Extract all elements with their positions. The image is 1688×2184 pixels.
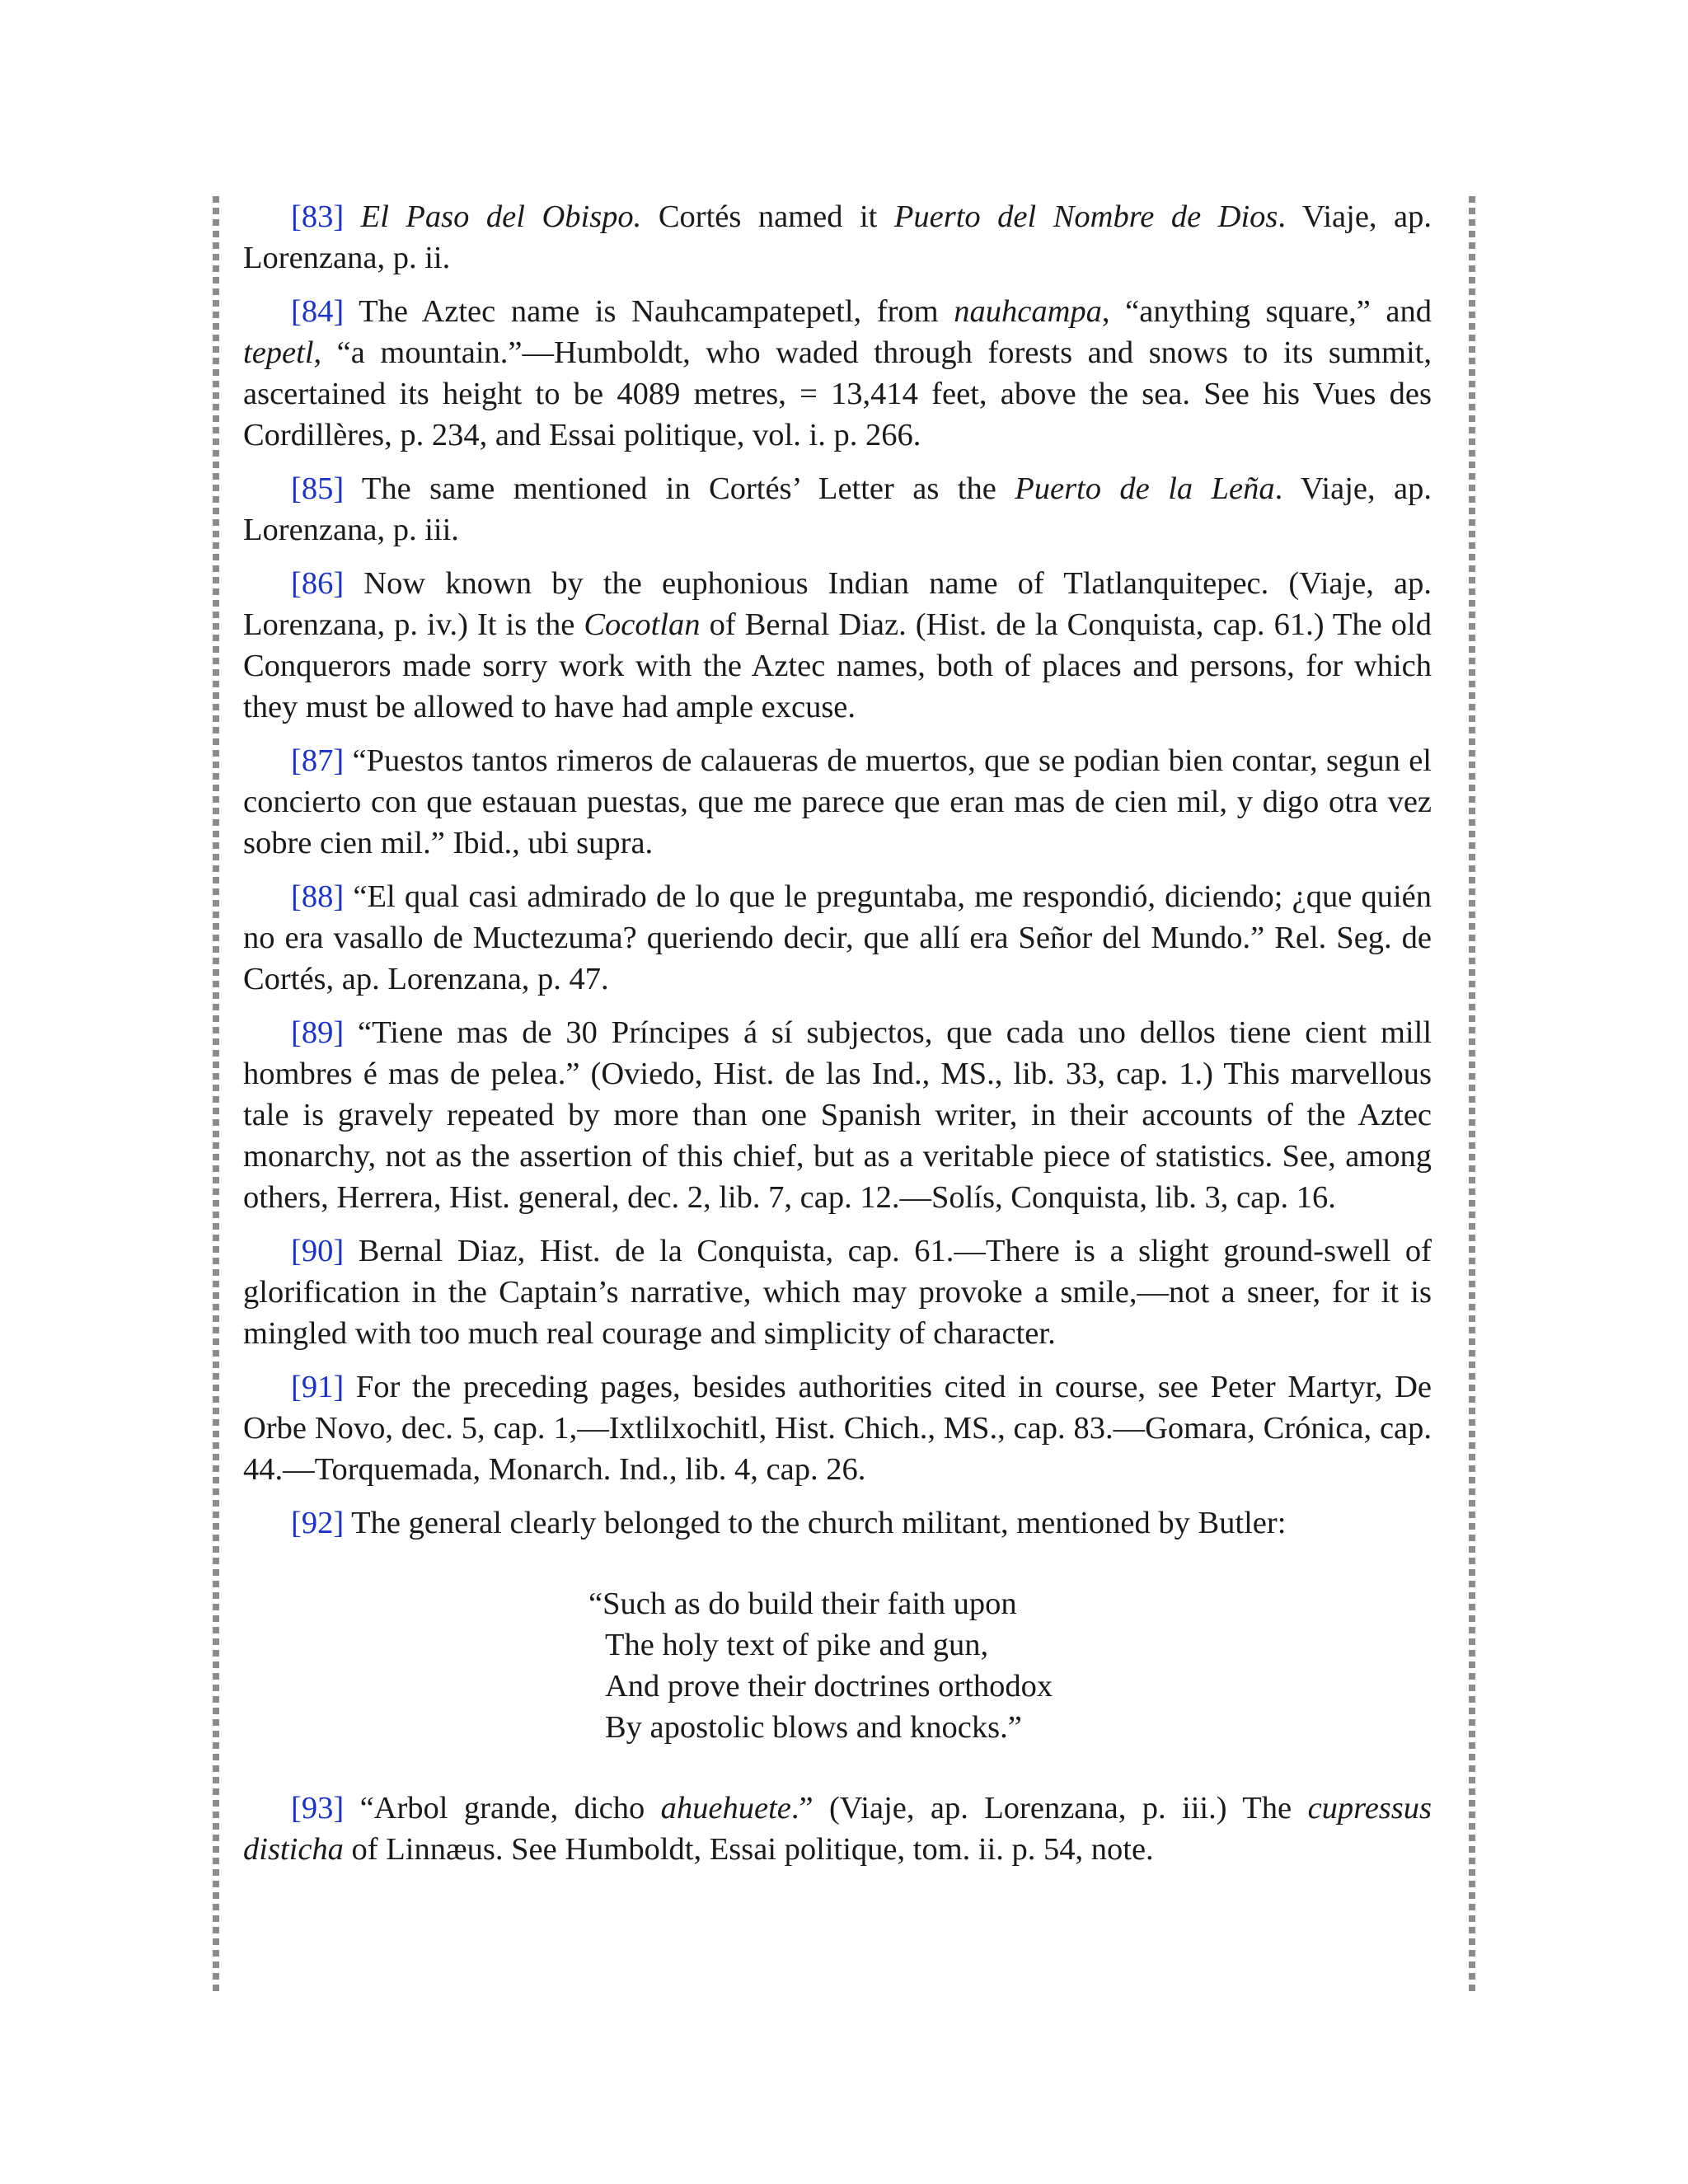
footnote <box>243 196 1432 279</box>
footnote-list <box>243 196 1432 1544</box>
footnote <box>243 563 1432 728</box>
footnote-text: , “anything square,” and <box>1101 294 1432 329</box>
footnote <box>243 1502 1432 1544</box>
footnote-italic-text: cupressus disticha <box>243 1791 1432 1867</box>
footnote-ref-link[interactable]: [91] <box>291 1370 345 1404</box>
footnote-text: , “a mountain.”—Humboldt, who waded through forests and snows to its summit, ascertained its height to be 4089 metres, = 13,414 feet, above the sea. See his Vues des Cordillères, p. 234, and Essai politique, vol. i. p. 266. <box>243 335 1432 452</box>
footnote-text: Bernal Diaz, Hist. de la Conquista, cap. 61.—There is a slight ground-swell of glorification in the Captain’s narrative, which may provoke a smile,—not a sneer, for it is mingled with too much real courage and simplicity of character. <box>243 1234 1432 1351</box>
verse-quotation <box>243 1583 1432 1748</box>
footnote <box>243 291 1432 456</box>
footnote-text: .” (Viaje, ap. Lorenzana, p. iii.) The <box>790 1791 1308 1825</box>
footnotes-content <box>243 196 1432 1882</box>
right-dotted-border <box>1469 196 1475 1993</box>
footnote <box>243 1788 1432 1870</box>
footnote-ref-link[interactable]: [90] <box>291 1234 345 1268</box>
footnote-text: “Tiene mas de 30 Príncipes á sí subjectos, que cada uno dellos tiene cient mill hombres é mas de pelea.” (Oviedo, Hist. de las Ind., MS., lib. 33, cap. 1.) This marvellous tale is gravely repeated by more than one Spanish writer, in their accounts of the Aztec monarchy, not as the assertion of this chief, but as a veritable piece of statistics. See, among others, Herrera, Hist. general, dec. 2, lib. 7, cap. 12.—Solís, Conquista, lib. 3, cap. 16. <box>243 1015 1432 1215</box>
footnote-italic-text: Cocotlan <box>584 607 701 642</box>
footnote-text: Now known by the euphonious Indian name of Tlatlanquitepec. (Viaje, ap. Lorenzana, p. iv.) It is the <box>243 566 1432 642</box>
footnote-list-end <box>243 1788 1432 1870</box>
footnote-ref-link[interactable]: [86] <box>291 566 345 601</box>
left-dotted-border <box>213 196 219 1993</box>
footnote <box>243 740 1432 864</box>
verse-line: And prove their doctrines orthodox <box>605 1669 1053 1704</box>
footnote-text: “Puestos tantos rimeros de calaueras de muertos, que se podian bien contar, segun el concierto con que estauan puestas, que me parece que eran mas de cien mil, y digo otra vez sobre cien mil.” Ibid., ubi supra. <box>243 743 1432 860</box>
footnote-text: The same mentioned in Cortés’ Letter as the <box>361 471 1015 506</box>
footnote-italic-text: Puerto del Nombre de Dios <box>893 199 1278 234</box>
footnote-text: For the preceding pages, besides authorities cited in course, see Peter Martyr, De Orbe Novo, dec. 5, cap. 1,—Ixtlilxochitl, Hist. Chich., MS., cap. 83.—Gomara, Crónica, cap. 44.—Torquemada, Monarch. Ind., lib. 4, cap. 26. <box>243 1370 1432 1487</box>
footnote-text: The general clearly belonged to the church militant, mentioned by Butler: <box>351 1506 1287 1540</box>
footnote-text: The Aztec name is Nauhcampatepetl, from <box>359 294 954 329</box>
footnote-ref-link[interactable]: [87] <box>291 743 345 778</box>
footnote-ref-link[interactable]: [83] <box>291 199 345 234</box>
footnote-ref-link[interactable]: [89] <box>291 1015 345 1050</box>
verse-line: By apostolic blows and knocks.” <box>605 1710 1022 1745</box>
footnote-text: . Viaje, ap. Lorenzana, p. ii. <box>243 199 1432 275</box>
verse-line: The holy text of pike and gun, <box>605 1628 989 1662</box>
footnote <box>243 1366 1432 1490</box>
footnote-ref-link[interactable]: [84] <box>291 294 345 329</box>
footnote-text: “El qual casi admirado de lo que le preguntaba, me respondió, diciendo; ¿que quién no era vasallo de Muctezuma? queriendo decir, que allí era Señor del Mundo.” Rel. Seg. de Cortés, ap. Lorenzana, p. 47. <box>243 879 1432 996</box>
footnote-ref-link[interactable]: [93] <box>291 1791 345 1825</box>
footnote <box>243 1230 1432 1354</box>
footnote-text: of Bernal Diaz. (Hist. de la Conquista, cap. 61.) The old Conquerors made sorry work with the Aztec names, both of places and persons, for which they must be allowed to have had ample excuse. <box>243 607 1432 724</box>
footnote-text: . Viaje, ap. Lorenzana, p. iii. <box>243 471 1432 547</box>
verse-line: “Such as do build their faith upon <box>588 1586 1017 1621</box>
footnote-italic-text: Puerto de la Leña <box>1015 471 1275 506</box>
footnote <box>243 876 1432 1000</box>
footnote-ref-link[interactable]: [88] <box>291 879 345 914</box>
footnote-ref-link[interactable]: [85] <box>291 471 345 506</box>
footnote-text: Cortés named it <box>641 199 894 234</box>
footnote <box>243 468 1432 551</box>
footnote-italic-text: nauhcampa <box>954 294 1102 329</box>
footnote-italic-text: El Paso del Obispo. <box>360 199 642 234</box>
footnote-italic-text: tepetl <box>243 335 314 370</box>
footnote-ref-link[interactable]: [92] <box>291 1506 345 1540</box>
footnote <box>243 1012 1432 1218</box>
footnote-italic-text: ahuehuete <box>660 1791 791 1825</box>
footnote-text: “Arbol grande, dicho <box>359 1791 661 1825</box>
footnote-text: of Linnæus. See Humboldt, Essai politique, tom. ii. p. 54, note. <box>343 1832 1154 1867</box>
